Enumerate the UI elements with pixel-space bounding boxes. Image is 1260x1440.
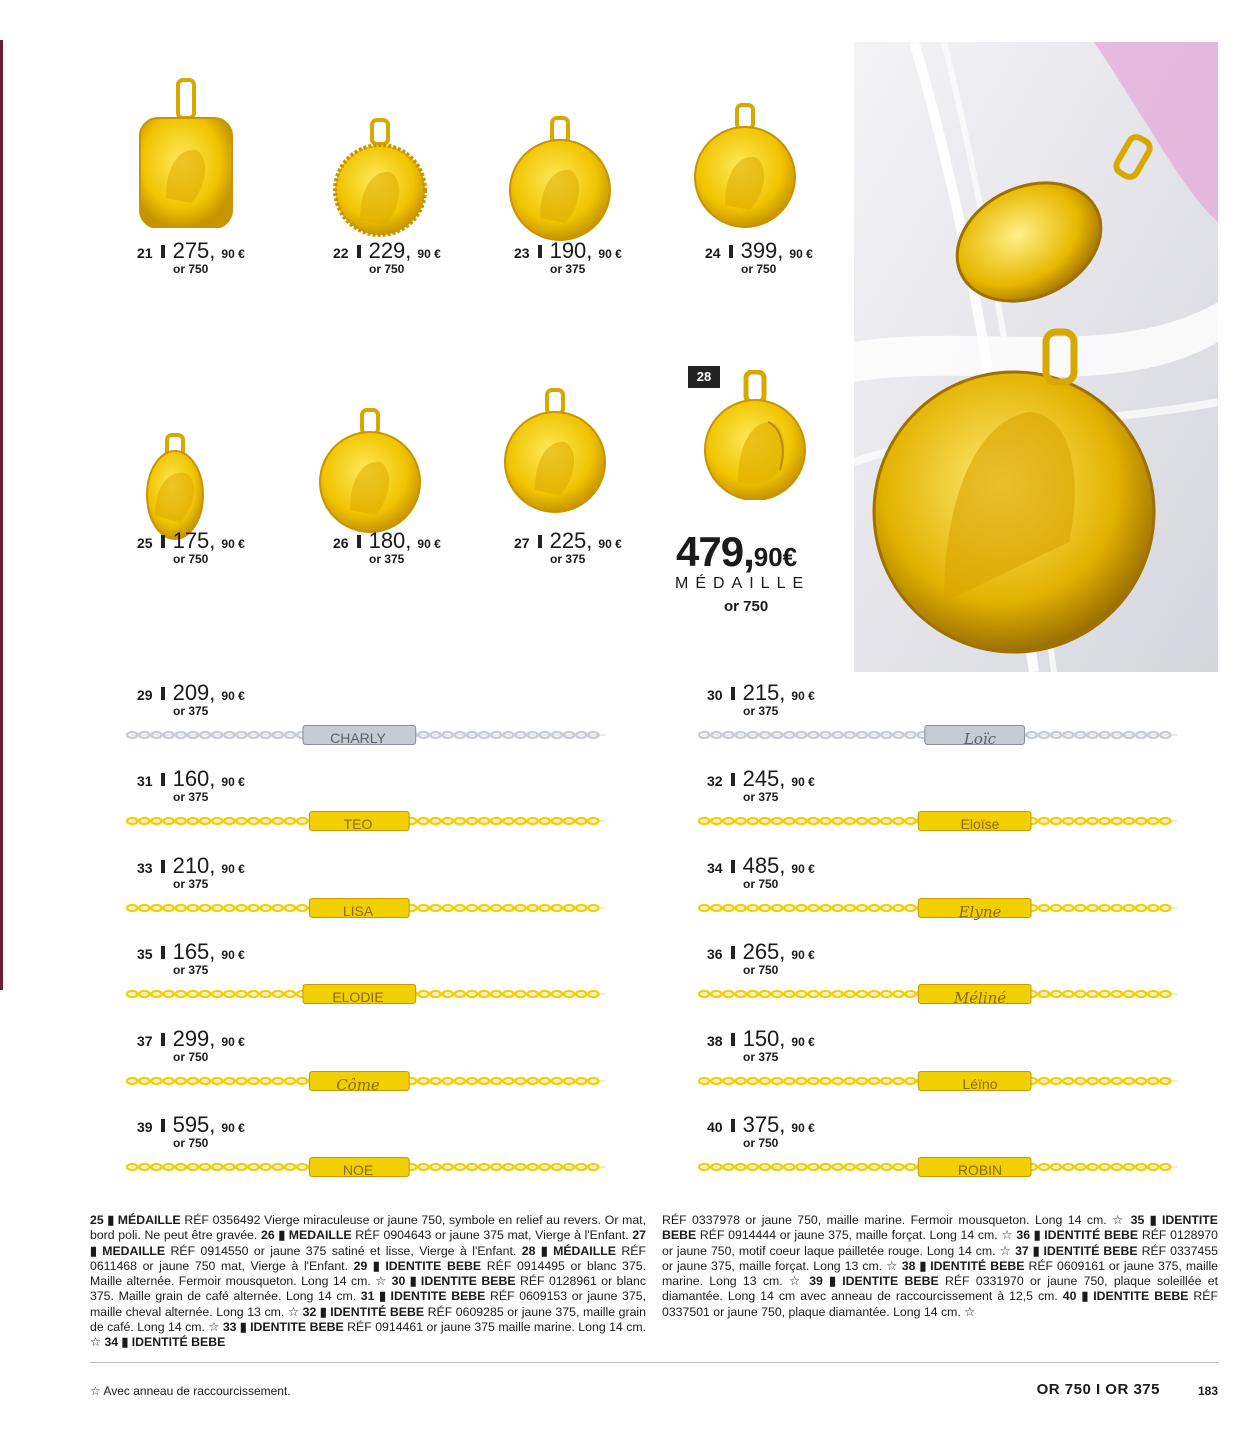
price-cents: 90 € [791, 775, 815, 790]
item-number: 30 [707, 687, 723, 703]
description-heading: 26 ▮ MEDAILLE [260, 1228, 356, 1243]
description-text: RÉF 0609285 or jaune 375, maille grain de café. Long 14 cm. ☆ [90, 1304, 646, 1335]
description-heading: 25 ▮ MÉDAILLE [90, 1213, 185, 1227]
featured-label: MÉDAILLE [675, 575, 811, 592]
price-main: 175, [172, 528, 216, 553]
metal-label: or 375 [173, 704, 209, 718]
metal-label: or 750 [173, 262, 209, 276]
item-number: 40 [707, 1119, 723, 1135]
price-main: 225, [549, 528, 593, 553]
description-heading: 40 ▮ IDENTITE BEBE [1062, 1289, 1194, 1304]
item-number: 24 [705, 245, 721, 261]
price-cents: 90 € [221, 247, 245, 261]
item-number: 31 [137, 773, 153, 790]
description-text: RÉF 0128970 or jaune 750, motif coeur laque pailletée rouge. Long 14 cm. ☆ [662, 1228, 1218, 1258]
bracelet-price [707, 853, 907, 891]
separator-bar [161, 245, 165, 258]
featured-price [676, 528, 797, 576]
description-right [662, 1213, 1218, 1320]
engraving-text: Léïno [962, 1075, 998, 1092]
separator-bar [161, 1033, 165, 1046]
page-number: 183 [1197, 1384, 1218, 1398]
medal-price [137, 528, 337, 566]
description-heading: 31 ▮ IDENTITE BEBE [360, 1289, 490, 1304]
description-text: RÉF 0331970 or jaune 750, plaque soleillée et diamantée. Long 14 cm avec anneau de raccourcissement à 12,5 cm. [662, 1274, 1219, 1304]
price-cents: 90 € [417, 247, 441, 261]
description-text: RÉF 0356492 Vierge miraculeuse or jaune 750, symbole en relief au revers. Or mat, bord poli. Ne peut être gravée. [90, 1213, 646, 1243]
price-main: 150, [742, 1025, 786, 1051]
separator-bar [731, 773, 735, 786]
footer-note: ☆ Avec anneau de raccourcissement. [90, 1384, 291, 1398]
item-number: 25 [137, 535, 153, 551]
featured-badge: 28 [688, 366, 720, 388]
engraving-text: ELODIE [332, 989, 384, 1006]
lifestyle-photo [854, 42, 1218, 672]
price-cents: 90 € [791, 1034, 815, 1049]
price-cents: 90 € [791, 948, 815, 963]
price-main: 265, [742, 939, 786, 965]
price-cents: 90 € [221, 689, 245, 703]
metal-label: or 750 [369, 262, 405, 276]
item-number: 34 [707, 859, 723, 876]
description-heading: 30 ▮ IDENTITE BEBE [391, 1274, 520, 1289]
metal-label: or 375 [550, 262, 586, 276]
description-text: RÉF 0609161 or jaune 375, maille marine. Long 13 cm. ☆ [662, 1258, 1219, 1289]
medal-price [333, 238, 533, 276]
price-cents: 90 € [789, 247, 813, 261]
bracelet-price [707, 680, 907, 718]
price-cents: 90 € [221, 775, 245, 790]
metal-label: or 750 [743, 1136, 779, 1150]
price-cents: 90 € [221, 948, 245, 963]
metal-label: or 750 [173, 1136, 209, 1150]
metal-label: or 750 [743, 963, 779, 978]
price-cents: 90 € [598, 247, 622, 261]
description-text: RÉF 0128961 or blanc 375. Maille grain de café alternée. Long 14 cm. [90, 1274, 647, 1304]
price-main: 210, [172, 852, 216, 878]
metal-label: or 375 [743, 1049, 779, 1064]
separator-bar [729, 245, 733, 258]
separator-bar [357, 245, 361, 258]
separator-bar [161, 1119, 165, 1132]
description-text: RÉF 0337978 or jaune 750, maille marine. Fermoir mousqueton. Long 14 cm. ☆ [662, 1213, 1131, 1227]
medal-image [130, 78, 260, 228]
separator-bar [161, 860, 165, 873]
medal-image [325, 100, 455, 250]
bracelet-price [707, 1112, 907, 1150]
description-heading: 34 ▮ IDENTITÉ BEBE [104, 1335, 226, 1350]
description-heading: 29 ▮ IDENTITE BEBE [353, 1258, 487, 1273]
engraving-text: Méliné [953, 989, 1007, 1008]
engraving-text: LISA [342, 902, 374, 919]
bracelet-price [137, 1026, 337, 1064]
engraving-text: TEO [343, 816, 373, 833]
bracelet-price [137, 1112, 337, 1150]
engraving-text: Côme [336, 1075, 380, 1094]
item-number: 23 [514, 245, 530, 261]
separator-bar [161, 773, 165, 786]
bracelet-price [707, 1026, 907, 1064]
description-heading: 39 ▮ IDENTITE BEBE [809, 1274, 945, 1289]
item-number: 38 [707, 1032, 723, 1049]
metal-label: or 375 [173, 963, 209, 978]
price-cents: 90 € [791, 861, 815, 876]
metal-label: or 750 [173, 552, 209, 566]
metal-label: or 375 [173, 876, 209, 891]
price-cents: 90 € [417, 537, 441, 551]
page-edge-rule [0, 40, 3, 990]
separator-bar [731, 687, 735, 700]
separator-bar [357, 535, 361, 548]
price-main: 399, [740, 238, 784, 263]
metal-label: or 375 [369, 552, 405, 566]
description-heading: 37 ▮ IDENTITÉ BEBE [1015, 1243, 1142, 1258]
description-heading: 33 ▮ IDENTITE BEBE [222, 1320, 348, 1335]
medal-image [690, 85, 820, 235]
description-text: RÉF 0914461 or jaune 375 maille marine. Long 14 cm. ☆ [90, 1320, 647, 1350]
description-text: RÉF 0609153 or jaune 375, maille cheval alternée. Long 13 cm. ☆ [90, 1289, 646, 1319]
price-cents: 90 € [221, 1034, 245, 1049]
featured-metal: or 750 [724, 598, 769, 615]
price-main: 190, [549, 238, 593, 263]
medal-price [137, 238, 337, 276]
bracelet-price [707, 766, 907, 804]
description-left [90, 1213, 646, 1351]
description-text: RÉF 0914444 or jaune 375, maille forçat. Long 14 cm. ☆ [699, 1228, 1017, 1243]
item-number: 37 [137, 1032, 153, 1049]
price-cents: 90 € [598, 537, 622, 551]
bracelet-price [137, 766, 337, 804]
separator-bar [538, 245, 542, 258]
price-cents: 90 € [791, 1121, 815, 1135]
price-main: 209, [172, 680, 216, 705]
description-heading: 32 ▮ IDENTITÉ BEBE [302, 1304, 428, 1319]
price-main: 180, [368, 528, 412, 553]
engraving-text: NOE [342, 1162, 374, 1178]
description-heading: 27 ▮ MEDAILLE [90, 1228, 646, 1258]
separator-bar [161, 535, 165, 548]
description-heading: 35 ▮ IDENTITE BEBE [662, 1213, 1218, 1243]
engraving-text: Loïc [963, 730, 997, 748]
footer-label: OR 750 I OR 375 [1036, 1381, 1160, 1398]
item-number: 29 [137, 687, 153, 703]
metal-label: or 375 [743, 790, 779, 805]
description-text: RÉF 0904643 or jaune 375 mat, Vierge à l'Enfant. [355, 1228, 633, 1243]
price-main: 215, [742, 680, 786, 705]
price-main: 229, [368, 238, 412, 263]
metal-label: or 750 [743, 876, 779, 891]
item-number: 35 [137, 946, 153, 963]
description-heading: 28 ▮ MÉDAILLE [521, 1243, 622, 1258]
footer-divider [90, 1362, 1218, 1363]
bracelet-price [137, 939, 337, 977]
item-number: 39 [137, 1119, 153, 1135]
price-main: 595, [172, 1112, 216, 1137]
price-main: 160, [172, 766, 216, 792]
metal-label: or 375 [173, 790, 209, 805]
description-text: RÉF 0337455 or jaune 375, maille forçat. Long 13 cm. ☆ [662, 1243, 1218, 1273]
featured-medal-image [690, 370, 820, 500]
separator-bar [731, 946, 735, 959]
metal-label: or 375 [743, 704, 779, 718]
featured-price-cents: 90€ [753, 542, 798, 572]
item-number: 26 [333, 535, 349, 551]
price-cents: 90 € [221, 861, 245, 876]
metal-label: or 750 [741, 262, 777, 276]
metal-label: or 750 [173, 1049, 209, 1064]
price-main: 485, [742, 852, 786, 878]
medal-image [505, 98, 635, 248]
featured-price-main: 479, [676, 528, 754, 575]
item-number: 21 [137, 245, 153, 261]
description-text: RÉF 0337501 or jaune 750, plaque diamantée. Long 14 cm. ☆ [662, 1289, 1218, 1319]
item-number: 33 [137, 859, 153, 876]
item-number: 27 [514, 535, 530, 551]
description-heading: 38 ▮ IDENTITÉ BEBE [901, 1258, 1029, 1273]
medal-image [500, 370, 630, 520]
description-heading: 36 ▮ IDENTITÉ BEBE [1016, 1228, 1142, 1243]
price-cents: 90 € [791, 689, 815, 703]
bracelet-price [137, 853, 337, 891]
separator-bar [538, 535, 542, 548]
engraving-text: Eloïse [960, 816, 1000, 833]
metal-label: or 375 [550, 552, 586, 566]
medal-price [333, 528, 533, 566]
price-main: 165, [172, 939, 216, 965]
item-number: 36 [707, 946, 723, 963]
engraving-text: CHARLY [330, 730, 386, 746]
medal-image [315, 390, 445, 540]
engraving-text: Elyne [958, 902, 1002, 921]
bracelet-price [707, 939, 907, 977]
item-number: 32 [707, 773, 723, 790]
separator-bar [731, 1119, 735, 1132]
medal-price [514, 238, 714, 276]
bracelet-price [137, 680, 337, 718]
separator-bar [731, 860, 735, 873]
separator-bar [161, 687, 165, 700]
description-text: RÉF 0914495 or blanc 375. Maille alternée. Fermoir mousqueton. Long 14 cm. ☆ [90, 1258, 646, 1289]
price-cents: 90 € [221, 1121, 245, 1135]
description-text: RÉF 0914550 or jaune 375 satiné et lisse, Vierge à l'Enfant. [170, 1243, 522, 1258]
price-main: 375, [742, 1112, 786, 1137]
price-cents: 90 € [221, 537, 245, 551]
price-main: 245, [742, 766, 786, 792]
item-number: 22 [333, 245, 349, 261]
separator-bar [161, 946, 165, 959]
separator-bar [731, 1033, 735, 1046]
price-main: 299, [172, 1025, 216, 1051]
price-main: 275, [172, 238, 216, 263]
description-text: RÉF 0611468 or jaune 750 mat, Vierge à l'Enfant. [90, 1243, 646, 1273]
engraving-text: ROBIN [957, 1162, 1003, 1178]
